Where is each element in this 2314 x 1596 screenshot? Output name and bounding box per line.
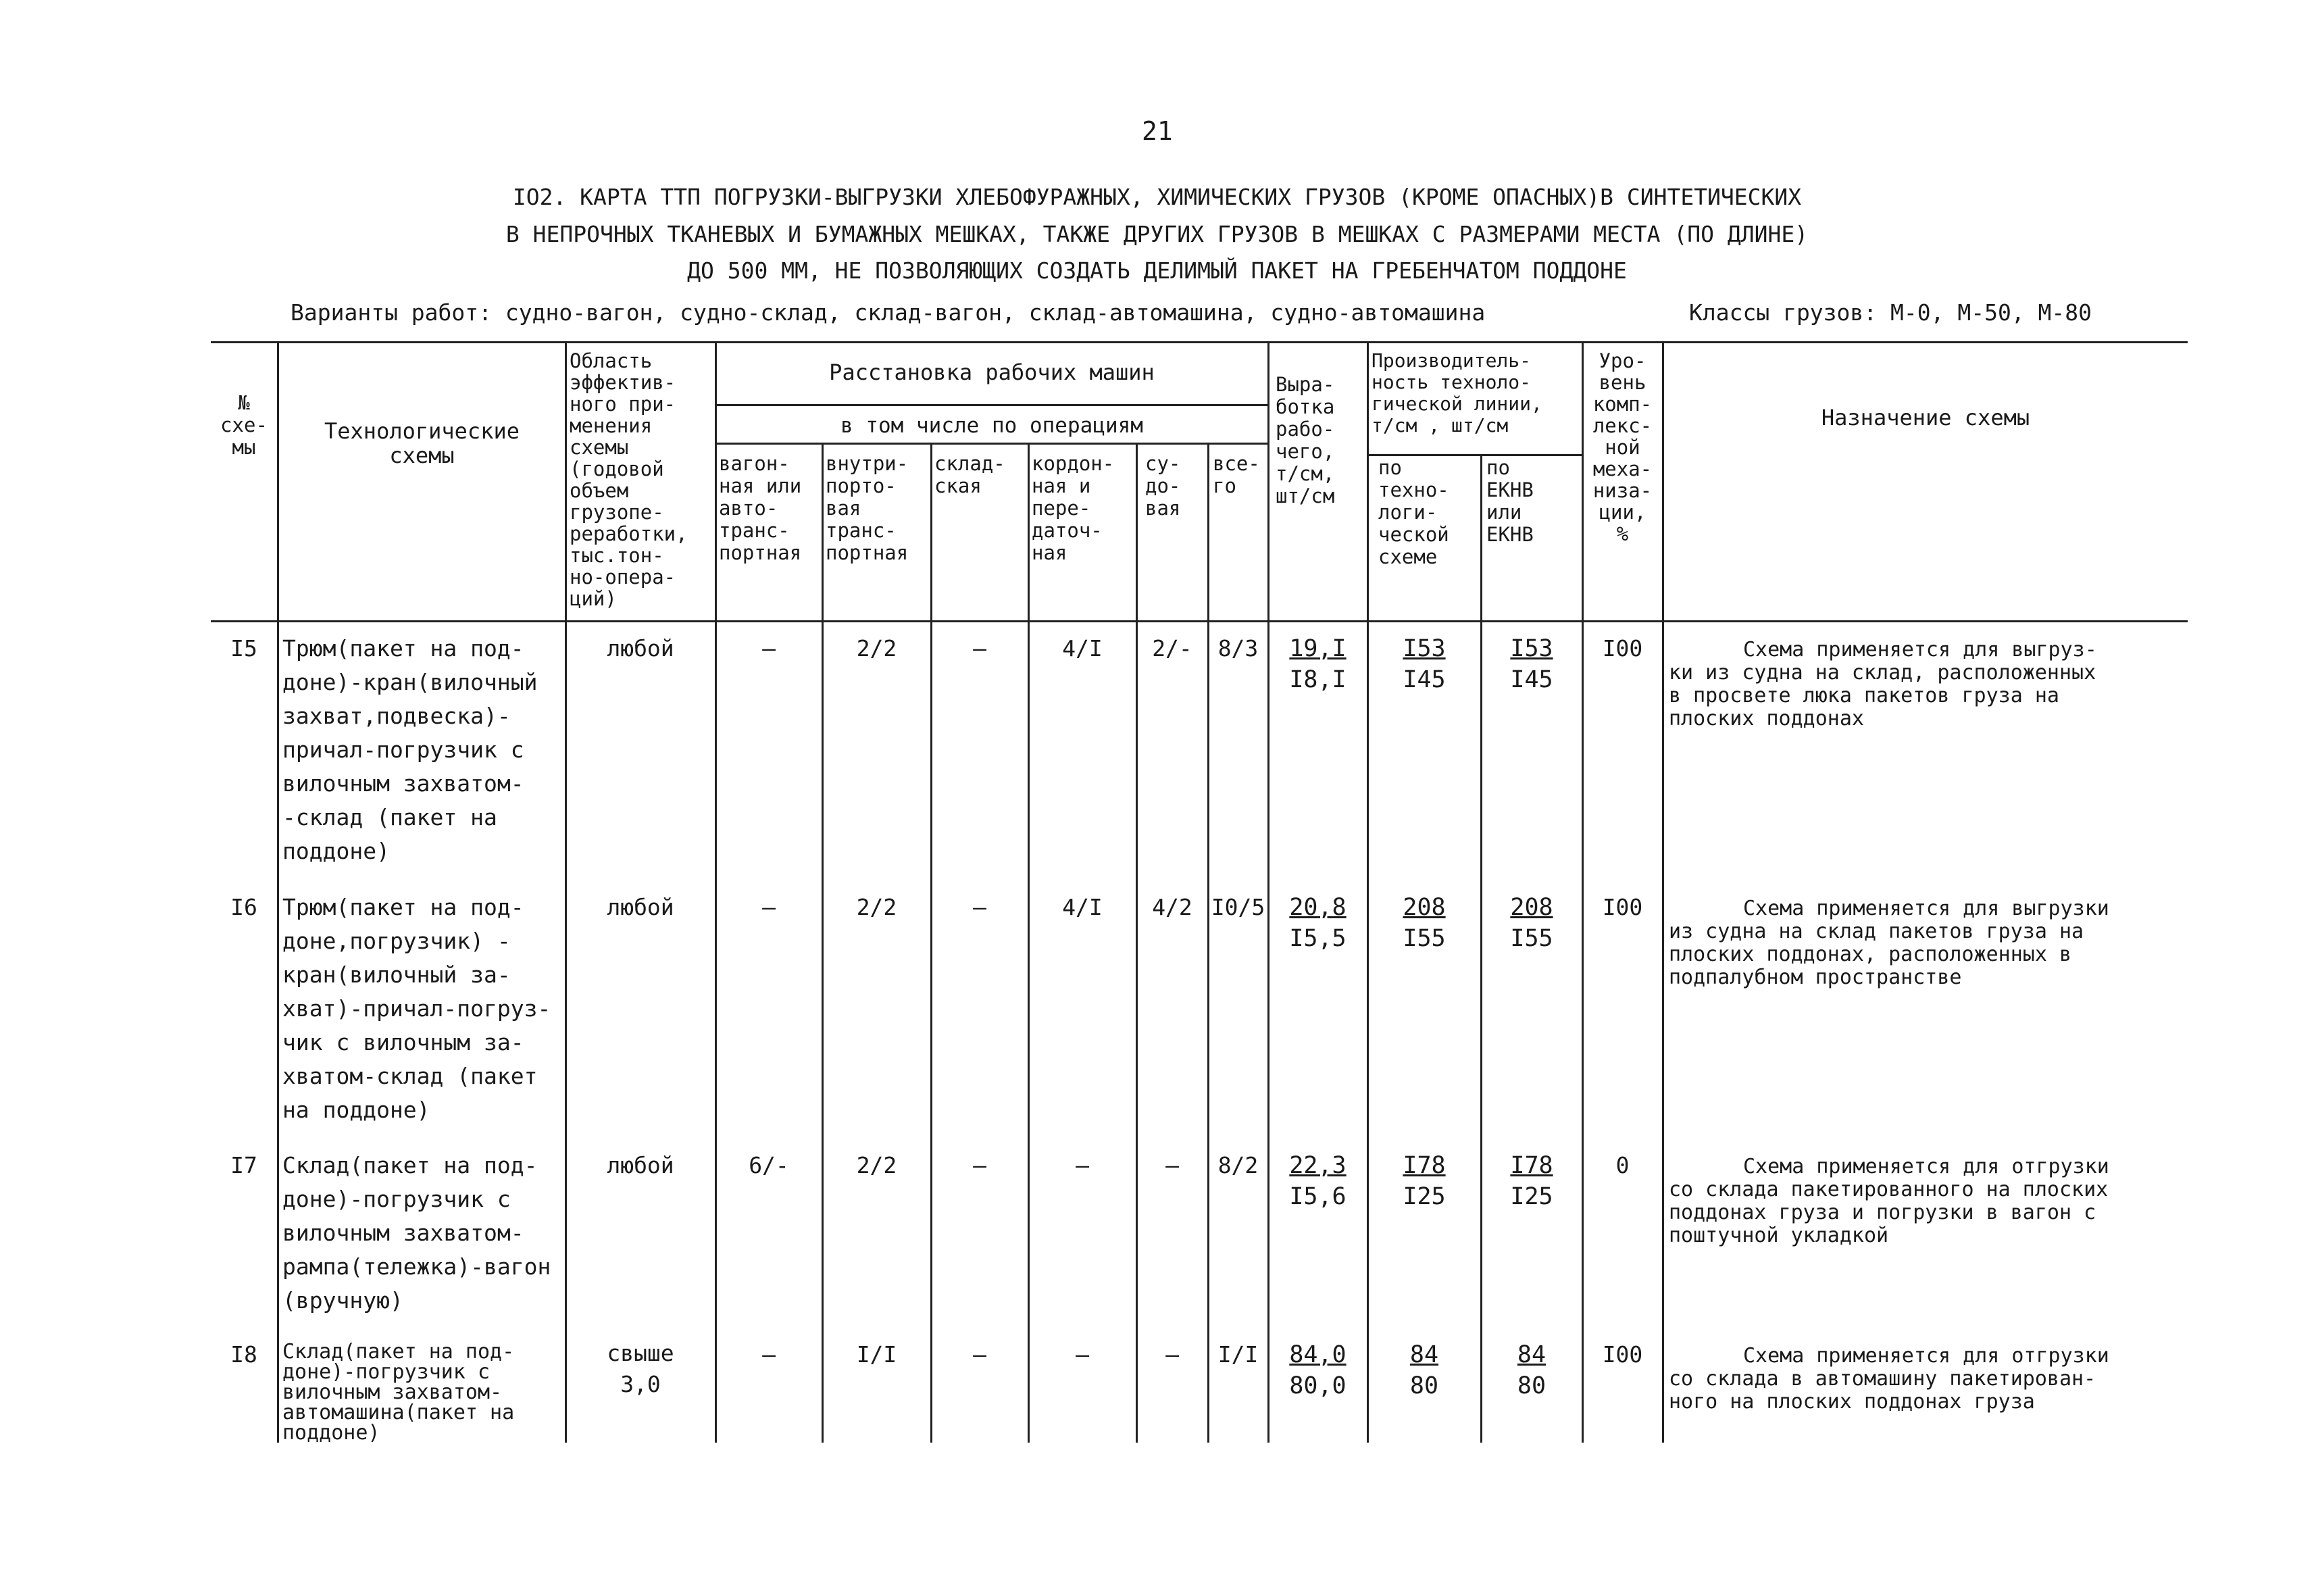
row-op-cordon: 4/I: [1062, 894, 1103, 920]
row-purpose: Схема применяется для отгрузки со склада пакетированного на плоских поддонах груза и погрузки в вагон с поштучной укладкой: [1669, 1155, 2109, 1247]
header-op-wagon: вагон- ная или авто- транс- портная: [719, 452, 802, 564]
row-purpose: Схема применяется для выгрузки из судна на склад пакетов груза на плоских поддонах, расположенных в подпалубном пространстве: [1669, 897, 2109, 989]
row-prod-ekhnv: $\frac{84}{80}$: [1517, 1341, 1546, 1399]
row-op-wagon: –: [762, 894, 776, 920]
row-purpose: Схема применяется для отгрузки со склада в автомашину пакетирован- ного на плоских поддонах груза: [1669, 1344, 2109, 1414]
row-op-ship: 2/-: [1152, 635, 1192, 662]
header-including: в том числе по операциям: [840, 414, 1143, 438]
row-op-total: 8/3: [1217, 635, 1259, 662]
document-title-line-1: IO2. КАРТА ТТП ПОГРУЗКИ-ВЫГРУЗКИ ХЛЕБОФУРАЖНЫХ, ХИМИЧЕСКИХ ГРУЗОВ (КРОМЕ ОПАСНЫХ)В СИНТЕТИЧЕСКИХ: [512, 184, 1802, 210]
row-prod-ekhnv: $\frac{I78}{I25}$: [1510, 1152, 1553, 1210]
row-mech: I00: [1602, 635, 1643, 662]
row-op-inport: 2/2: [856, 894, 897, 920]
row-scheme: Склад(пакет на под- доне)-погрузчик с вилочным захватом- рампа(тележка)-вагон (вручную): [282, 1152, 551, 1314]
row-mech: 0: [1615, 1152, 1630, 1178]
row-op-wagon: 6/-: [749, 1152, 789, 1178]
row-output: $\frac{22,3}{I5,6}$: [1289, 1152, 1347, 1210]
row-prod-ekhnv: $\frac{208}{I55}$: [1510, 894, 1553, 952]
row-output: $\frac{20,8}{I5,5}$: [1289, 894, 1347, 952]
row-num: I7: [230, 1152, 257, 1178]
row-op-warehouse: –: [973, 894, 986, 920]
row-prod-tech: $\frac{I78}{I25}$: [1403, 1152, 1446, 1210]
row-area: любой: [607, 635, 674, 662]
row-mech: I00: [1602, 1341, 1643, 1368]
header-op-inport: внутри- порто- вая транс- портная: [826, 452, 909, 564]
header-mech-level: Уро- вень комп- лекс- ной меха- низа- ции, %: [1592, 349, 1653, 545]
row-op-ship: –: [1165, 1152, 1179, 1178]
row-prod-tech: $\frac{I53}{I45}$: [1403, 635, 1446, 693]
row-op-cordon: –: [1076, 1341, 1089, 1368]
row-output: $\frac{84,0}{80,0}$: [1289, 1341, 1347, 1399]
row-op-inport: 2/2: [856, 635, 897, 662]
row-op-cordon: 4/I: [1062, 635, 1103, 662]
header-prod-tech: по техно- логи- ческой схеме: [1378, 456, 1449, 568]
row-scheme: Склад(пакет на под- доне)-погрузчик с вилочным захватом- автомашина(пакет на поддоне): [282, 1340, 515, 1445]
row-prod-ekhnv: $\frac{I53}{I45}$: [1510, 635, 1553, 693]
row-op-warehouse: –: [973, 635, 986, 662]
row-op-warehouse: –: [973, 1152, 986, 1178]
row-op-total: 8/2: [1217, 1152, 1259, 1178]
row-op-cordon: –: [1076, 1152, 1089, 1178]
row-op-inport: 2/2: [856, 1152, 897, 1178]
header-num: № схе- мы: [220, 391, 268, 459]
header-output: Выра- ботка рабо- чего, т/см, шт/см: [1276, 373, 1335, 507]
header-op-warehouse: склад- ская: [934, 452, 1005, 497]
row-op-wagon: –: [762, 1341, 776, 1368]
header-placement: Расстановка рабочих машин: [829, 359, 1155, 385]
row-output: $\frac{19,I}{I8,I}$: [1289, 635, 1347, 693]
row-area: любой: [607, 1152, 674, 1178]
header-op-total: все- го: [1213, 452, 1260, 497]
header-area: Область эффектив- ного при- менения схемы (годовой объем грузопе- реработки, тыс.тон- но-опера- ций): [570, 349, 688, 610]
row-prod-tech: $\frac{208}{I55}$: [1403, 894, 1446, 952]
row-area: свыше 3,0: [607, 1340, 674, 1397]
header-op-cordon: кордон- ная и пере- даточ- ная: [1032, 452, 1115, 564]
row-area: любой: [607, 894, 674, 920]
row-scheme: Трюм(пакет на под- доне)-кран(вилочный захват,подвеска)- причал-погрузчик с вилочным захватом- -склад (пакет на поддоне): [282, 635, 538, 864]
document-title-line-2: В НЕПРОЧНЫХ ТКАНЕВЫХ И БУМАЖНЫХ МЕШКАХ, ТАКЖЕ ДРУГИХ ГРУЗОВ В МЕШКАХ С РАЗМЕРАМИ МЕСТА (ПО ДЛИНЕ): [505, 221, 1809, 247]
cargo-classes: Классы грузов: М-0, М-50, М-80: [1689, 299, 2092, 326]
row-num: I8: [230, 1341, 257, 1368]
row-num: I6: [230, 894, 257, 920]
row-op-wagon: –: [762, 635, 776, 662]
header-op-ship: су- до- вая: [1145, 452, 1181, 520]
header-prod-ekhnv: по ЕКНВ или ЕКНВ: [1486, 456, 1534, 546]
header-productivity: Производитель- ность техноло- гической линии, т/см , шт/см: [1372, 349, 1542, 437]
page-number: 21: [1142, 116, 1173, 146]
header-schemes: Технологические схемы: [324, 418, 520, 468]
row-num: I5: [230, 635, 257, 662]
row-op-warehouse: –: [973, 1341, 986, 1368]
row-prod-tech: $\frac{84}{80}$: [1409, 1341, 1439, 1399]
row-purpose: Схема применяется для выгруз- ки из судна на склад, расположенных в просвете люка пакетов груза на плоских поддонах: [1669, 638, 2097, 730]
row-op-total: I0/5: [1211, 894, 1265, 920]
row-scheme: Трюм(пакет на под- доне,погрузчик) - кран(вилочный за- хват)-причал-погруз- чик с вилочным за- хватом-склад (пакет на поддоне): [282, 894, 551, 1123]
row-op-inport: I/I: [856, 1341, 897, 1368]
row-op-total: I/I: [1217, 1341, 1259, 1368]
row-op-ship: –: [1165, 1341, 1179, 1368]
row-mech: I00: [1602, 894, 1643, 920]
document-title-line-3: ДО 500 ММ, НЕ ПОЗВОЛЯЮЩИХ СОЗДАТЬ ДЕЛИМЫЙ ПАКЕТ НА ГРЕБЕНЧАТОМ ПОДДОНЕ: [687, 257, 1627, 284]
work-variants: Варианты работ: судно-вагон, судно-склад, склад-вагон, склад-автомашина, судно-автомашина: [291, 299, 1486, 326]
row-op-ship: 4/2: [1152, 894, 1192, 920]
header-purpose: Назначение схемы: [1821, 405, 2030, 430]
